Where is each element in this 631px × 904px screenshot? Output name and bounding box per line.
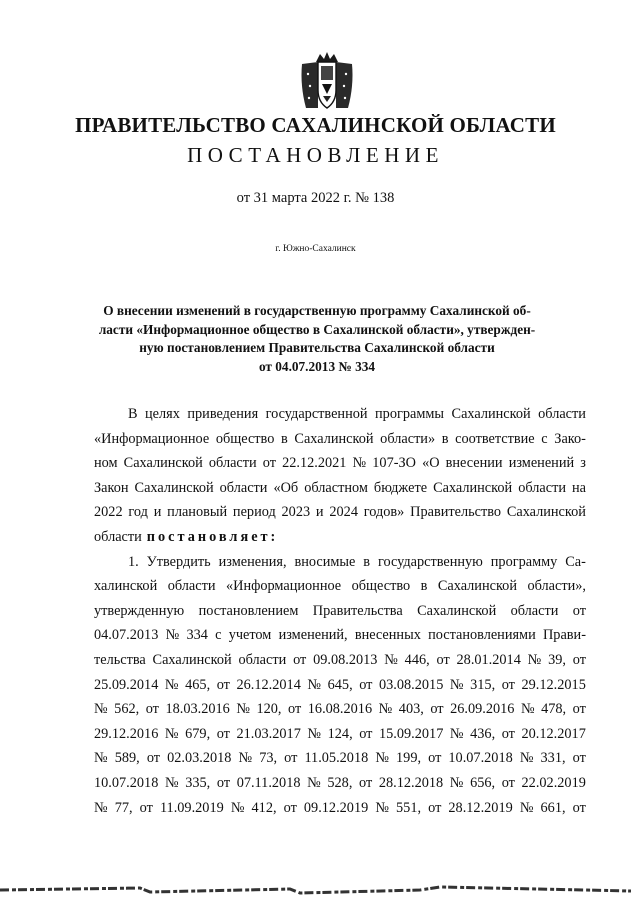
body-word: 28.12.2019	[448, 799, 513, 816]
body-word: №	[352, 455, 367, 472]
body-word: от	[428, 799, 442, 816]
document-body	[94, 402, 586, 820]
body-word: от	[359, 676, 373, 693]
body-word: №	[164, 725, 179, 742]
body-word: 2022	[94, 504, 123, 521]
body-word: программу	[490, 553, 558, 570]
body-word: от	[216, 725, 230, 742]
body-word: в	[420, 578, 428, 595]
body-line	[94, 574, 586, 599]
body-word: №	[165, 627, 180, 644]
body-word: 21.03.2017	[236, 725, 301, 742]
body-word: от	[262, 455, 276, 472]
body-word: Правительство	[410, 504, 502, 521]
body-word: 528,	[327, 774, 353, 791]
body-word: изменения,	[218, 553, 287, 570]
body-word: на	[571, 479, 586, 496]
body-word: в	[281, 430, 288, 447]
body-word: тельства	[94, 651, 146, 668]
body-word: Сахалинской	[433, 479, 513, 496]
body-word: 465,	[185, 676, 211, 693]
body-word: №	[94, 799, 108, 816]
body-word: №	[94, 701, 108, 718]
body-word: 10.07.2018	[94, 774, 159, 791]
body-line	[94, 771, 586, 796]
body-word: №	[236, 701, 250, 718]
body-word: з	[580, 455, 586, 472]
body-word: внесенных	[354, 627, 421, 644]
body-word: №	[307, 774, 321, 791]
body-word: 199,	[396, 750, 422, 767]
body-word: области	[538, 406, 586, 422]
body-word: 478,	[541, 701, 567, 718]
body-word: №	[519, 750, 534, 767]
body-word: 28.12.2018	[378, 774, 444, 791]
body-word: от	[572, 750, 586, 767]
body-word: 412,	[251, 799, 277, 816]
body-word: период	[232, 504, 276, 521]
body-word: 661,	[540, 799, 566, 816]
body-word: №	[230, 799, 245, 816]
body-word: 26.09.2016	[450, 701, 515, 718]
title-line: от 04.07.2013 № 334	[258, 358, 376, 374]
body-word: 18.03.2016	[165, 701, 230, 718]
body-word: Правительства	[312, 602, 403, 619]
body-word: от	[293, 651, 307, 668]
body-word: 07.11.2018	[236, 774, 301, 791]
title-line: ную постановлением Правительства Сахалинской области	[139, 340, 495, 355]
body-word: 11.09.2019	[159, 799, 224, 816]
body-word: 09.12.2019	[303, 799, 369, 816]
body-word: 03.08.2015	[379, 676, 444, 693]
body-word: 315,	[470, 676, 496, 693]
body-word: 2023	[281, 504, 311, 521]
body-word: от	[145, 701, 159, 718]
body-word: 11.05.2018	[304, 750, 369, 767]
body-word: №	[307, 676, 322, 693]
body-word: №	[519, 799, 534, 816]
body-word: 120,	[256, 701, 282, 718]
scan-edge-noise	[0, 884, 631, 898]
body-word: 04.07.2013	[94, 627, 159, 644]
body-word: №	[378, 701, 393, 718]
body-line	[94, 722, 586, 747]
body-word: 446,	[404, 651, 430, 668]
body-word: от	[501, 774, 515, 791]
body-word: области	[238, 651, 287, 668]
body-word: 436,	[470, 725, 496, 742]
body-word: №	[449, 774, 464, 791]
body-word: 331,	[540, 750, 566, 767]
body-word: 679,	[185, 725, 211, 742]
body-word: 335,	[185, 774, 211, 791]
body-word: «О	[422, 455, 440, 472]
body-word: учетом	[228, 627, 272, 644]
body-word: №	[384, 651, 398, 668]
body-word: 22.02.2019	[521, 774, 586, 791]
body-word: целях	[145, 406, 180, 422]
body-word: области	[219, 479, 268, 496]
body-word: области»	[380, 430, 436, 447]
organization-title: ПРАВИТЕЛЬСТВО САХАЛИНСКОЙ ОБЛАСТИ	[75, 113, 556, 137]
body-word: от	[572, 602, 586, 619]
body-word: в	[441, 430, 449, 447]
body-line	[94, 402, 586, 427]
body-word: 39,	[548, 651, 566, 668]
body-line	[94, 599, 586, 624]
body-word: от	[572, 651, 586, 668]
body-word: постановлением	[198, 602, 299, 619]
body-word: 25.09.2014	[94, 676, 159, 693]
body-word: годов»	[363, 504, 405, 521]
body-word: «Информационное	[94, 430, 210, 447]
body-word: 562,	[114, 701, 140, 718]
body-word: от	[501, 676, 515, 693]
body-line	[94, 500, 586, 525]
body-word: области	[510, 602, 559, 619]
body-word: 10.07.2018	[448, 750, 513, 767]
body-word: Сахалинской	[451, 406, 531, 422]
body-word: №	[375, 799, 389, 816]
body-word: ном	[94, 455, 118, 472]
body-line	[94, 623, 586, 648]
body-word: 1.	[128, 553, 139, 570]
body-line	[94, 451, 586, 476]
body-word: Закон	[94, 479, 129, 496]
body-word: программы	[375, 406, 445, 422]
body-word: год	[128, 504, 148, 521]
body-word: 22.12.2021	[282, 455, 347, 472]
body-word: общество	[215, 430, 275, 447]
body-word: 15.09.2017	[379, 725, 444, 742]
body-word: от	[436, 651, 450, 668]
body-word: 645,	[327, 676, 353, 693]
body-word: с	[215, 627, 222, 644]
body-word: Сахалинской	[294, 430, 374, 447]
document-title	[82, 302, 552, 376]
body-word: от	[284, 750, 298, 767]
body-word: государственную	[377, 553, 483, 570]
body-word: приведения	[187, 406, 259, 422]
body-word: вносимые	[294, 553, 356, 570]
body-word: постановлениями	[428, 627, 536, 644]
body-word: 551,	[396, 799, 422, 816]
body-word: №	[520, 701, 535, 718]
body-word: №	[449, 725, 464, 742]
body-word: 02.03.2018	[167, 750, 232, 767]
body-word: №	[307, 725, 322, 742]
body-word: №	[449, 676, 464, 693]
body-word: №	[238, 750, 253, 767]
body-word: от	[146, 750, 161, 767]
body-word: плановый	[167, 504, 228, 521]
body-word: халинской	[94, 578, 158, 595]
body-word: от	[288, 701, 302, 718]
body-word: области	[167, 578, 216, 595]
body-word: Сахалинской	[123, 455, 203, 472]
body-word: 124,	[327, 725, 353, 742]
body-word: утвержденную	[94, 602, 185, 619]
body-word: 28.01.2014	[456, 651, 521, 668]
body-line-text: области	[94, 528, 142, 545]
body-word: области»,	[527, 578, 586, 595]
body-word: от	[216, 774, 231, 791]
body-word: 16.08.2016	[307, 701, 373, 718]
resolve-word: постановляет:	[146, 528, 279, 545]
body-line	[94, 796, 586, 821]
body-word: 77,	[114, 799, 133, 816]
sakhalin-coat-of-arms-icon	[298, 50, 356, 112]
body-word: от	[359, 774, 373, 791]
body-word: №	[94, 750, 108, 767]
body-word: изменений	[508, 455, 575, 472]
title-line: О внесении изменений в государственную программу Сахалинской об-	[103, 303, 531, 318]
body-line	[94, 648, 586, 673]
body-word: Прави-	[542, 627, 586, 644]
body-word: Сахалинской	[506, 504, 586, 521]
body-word: 589,	[114, 750, 140, 767]
body-word: №	[164, 774, 179, 791]
body-word: Утвердить	[146, 553, 211, 570]
body-word: Сахалинской	[134, 479, 214, 496]
body-line	[94, 697, 586, 722]
body-word: от	[501, 725, 515, 742]
body-line	[94, 550, 586, 575]
body-line-resolve	[94, 525, 586, 550]
body-word: в	[363, 553, 371, 570]
body-word: «Информационное	[225, 578, 342, 595]
body-line	[94, 673, 586, 698]
body-word: и	[153, 504, 162, 521]
title-line: ласти «Информационное общество в Сахалинской области», утвержден-	[98, 321, 536, 337]
body-word: области	[208, 455, 257, 472]
body-word: общество	[351, 578, 411, 595]
body-word: 09.08.2013	[313, 651, 378, 668]
body-word: от	[572, 799, 586, 816]
body-word: от	[428, 750, 442, 767]
body-line	[94, 476, 586, 501]
body-word: В	[128, 406, 138, 422]
body-line	[94, 427, 586, 452]
body-word: №	[527, 651, 542, 668]
body-word: 403,	[398, 701, 424, 718]
body-word: с	[541, 430, 548, 447]
body-word: бюджете	[373, 479, 428, 496]
body-word: Зако-	[554, 430, 586, 447]
body-word: 334	[186, 627, 208, 644]
document-date-number: от 31 марта 2022 г. № 138	[236, 190, 395, 206]
body-word: области	[518, 479, 566, 496]
body-word: Са-	[565, 553, 586, 570]
body-word: 2024	[329, 504, 358, 521]
body-word: 656,	[470, 774, 496, 791]
body-word: 29.12.2016	[94, 725, 159, 742]
body-word: №	[375, 750, 389, 767]
body-word: областном	[304, 479, 368, 496]
body-word: от	[359, 725, 373, 742]
body-word: 107-ЗО	[372, 455, 416, 472]
body-word: от	[430, 701, 444, 718]
body-word: Сахалинской	[417, 602, 497, 619]
body-word: «Об	[273, 479, 299, 496]
body-word: Сахалинской	[152, 651, 232, 668]
body-word: от	[283, 799, 297, 816]
body-word: от	[216, 676, 230, 693]
document-city: г. Южно-Сахалинск	[275, 244, 356, 254]
body-word: от	[572, 701, 586, 718]
body-word: Сахалинской	[437, 578, 517, 595]
body-word: от	[139, 799, 153, 816]
body-word: государственной	[265, 406, 368, 422]
body-word: 29.12.2015	[521, 676, 586, 693]
body-word: 20.12.2017	[521, 725, 586, 742]
body-word: 26.12.2014	[236, 676, 301, 693]
coat-of-arms-emblem	[298, 50, 356, 112]
body-word: и	[315, 504, 324, 521]
body-word: внесении	[445, 455, 503, 472]
body-word: 73,	[259, 750, 278, 767]
document-type: ПОСТАНОВЛЕНИЕ	[187, 143, 444, 167]
body-word: изменений,	[278, 627, 348, 644]
body-line	[94, 746, 586, 771]
body-word: соответствие	[455, 430, 535, 447]
body-word: №	[164, 676, 179, 693]
